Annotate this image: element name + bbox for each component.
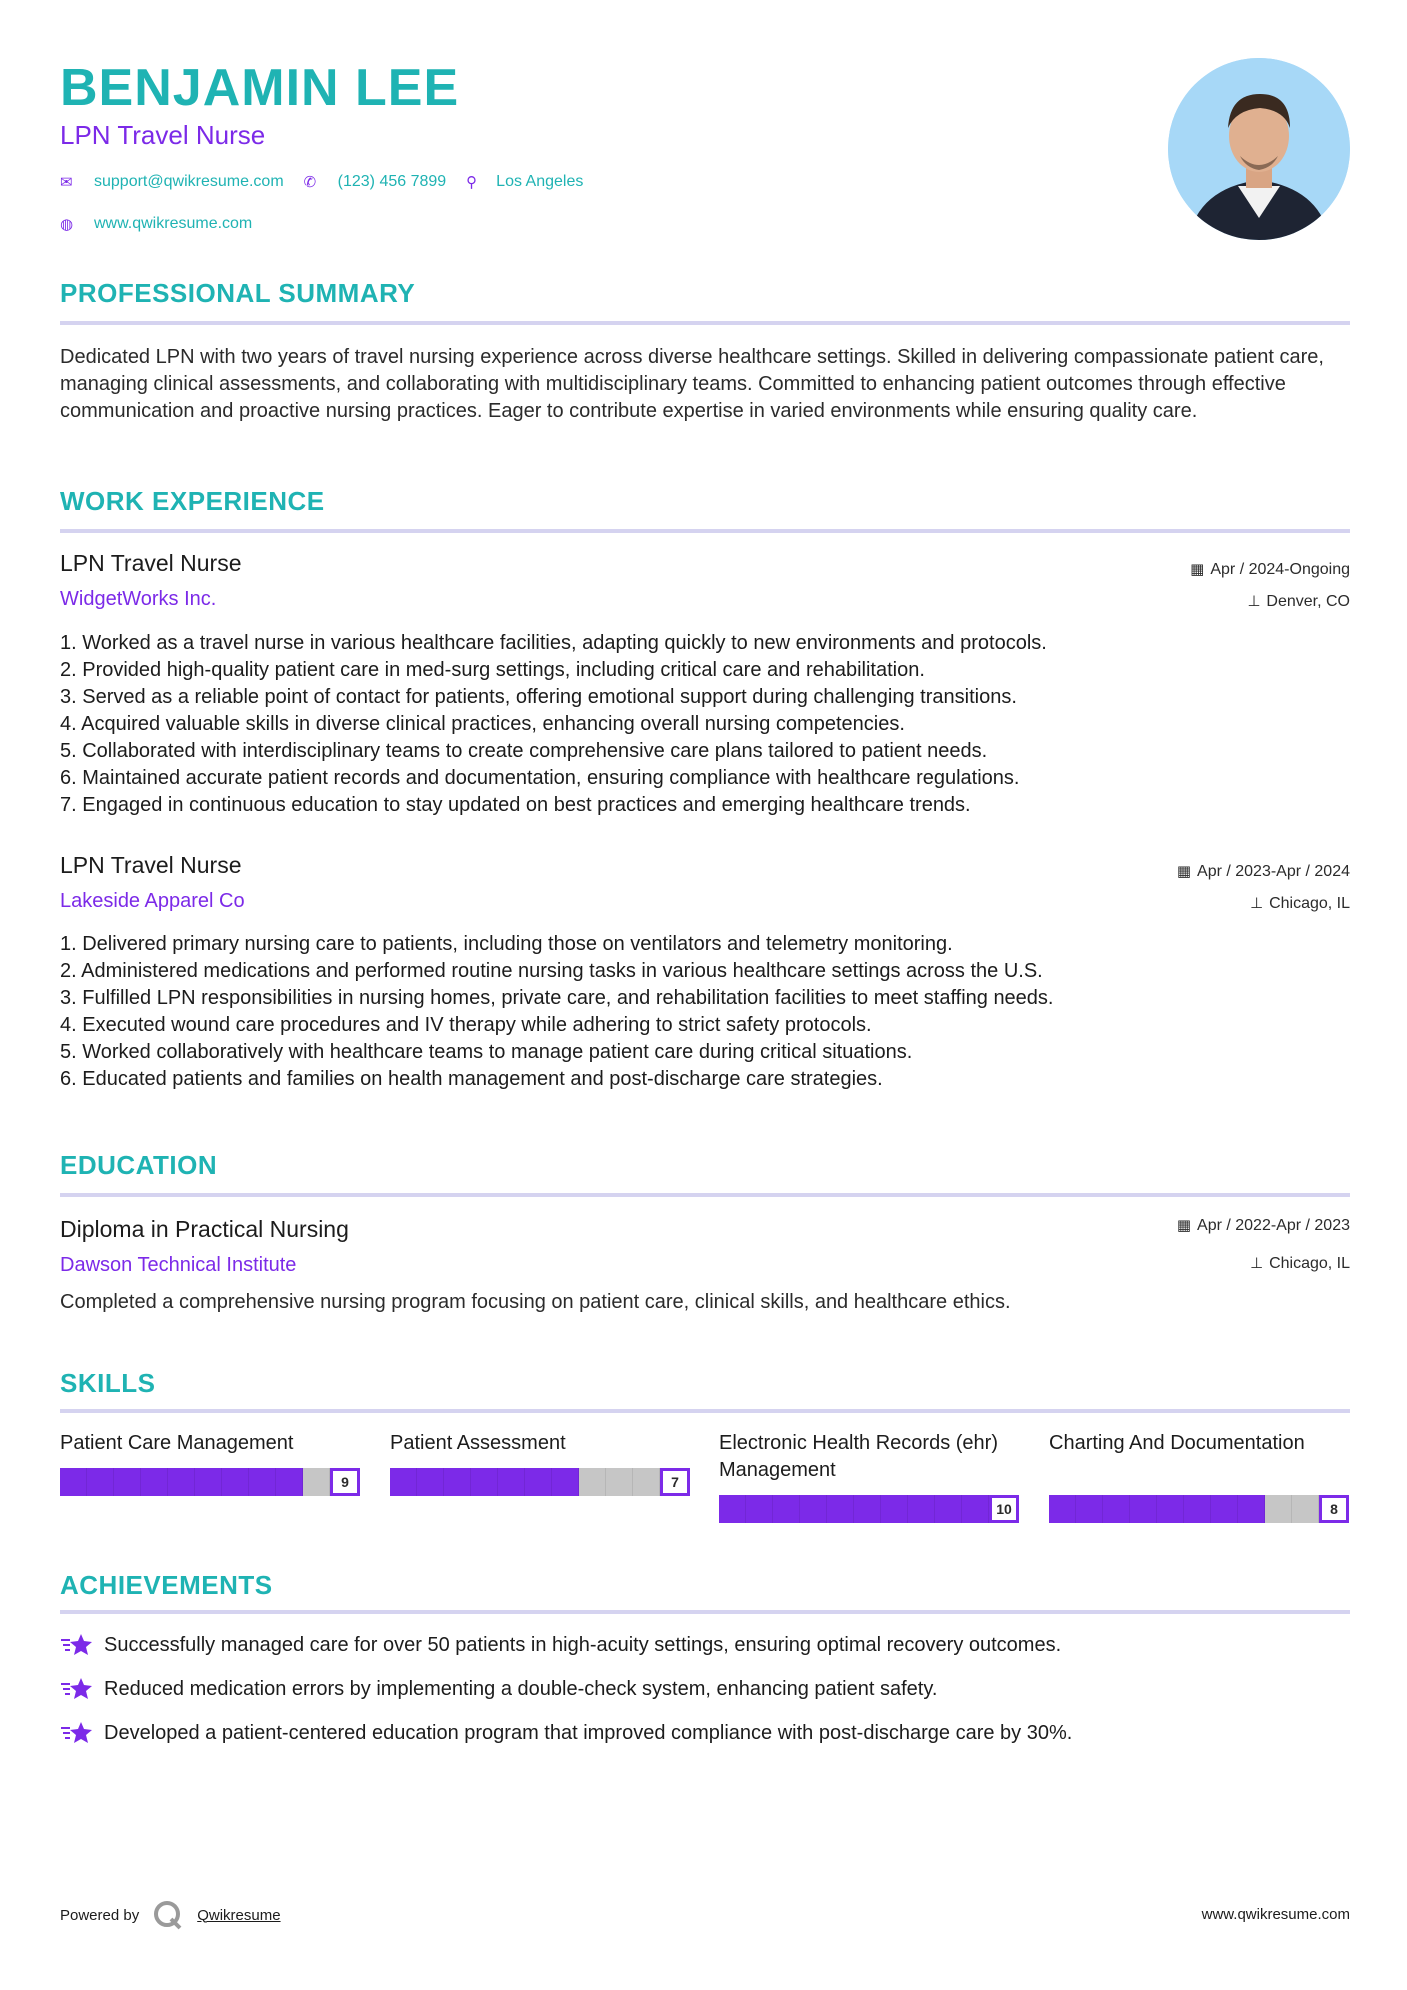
skill-item <box>390 1430 690 1490</box>
job-title: LPN Travel Nurse <box>60 550 242 576</box>
job-dates: ▦ Apr / 2024-Ongoing <box>1190 561 1350 578</box>
phone-icon: ✆ <box>303 174 317 191</box>
job-company: WidgetWorks Inc. <box>60 588 217 610</box>
pushpin-icon: ⊥ <box>1249 1255 1264 1272</box>
powered-by-label: Powered by <box>60 1906 140 1924</box>
list-item: 5. Collaborated with interdisciplinary teams to create comprehensive care plans tailored to patient needs. <box>60 740 988 762</box>
list-item: 7. Engaged in continuous education to stay updated on best practices and emerging healthcare trends. <box>60 794 971 816</box>
skill-bar-track <box>390 1468 660 1496</box>
school-name: Dawson Technical Institute <box>60 1254 297 1276</box>
achievement-text: Developed a patient-centered education program that improved compliance with post-discharge care by 30%. <box>104 1721 1073 1744</box>
footer-powered-by <box>60 1900 281 1930</box>
list-item: 2. Provided high-quality patient care in med-surg settings, including critical care and rehabilitation. <box>60 659 925 681</box>
section-divider <box>60 1610 1350 1614</box>
pushpin-icon: ⊥ <box>1247 593 1261 610</box>
skill-bar-segment <box>1157 1495 1184 1523</box>
profile-photo <box>1168 58 1350 240</box>
skill-bar-segment <box>881 1495 908 1523</box>
skill-bar-segment <box>908 1495 935 1523</box>
skill-bar-segment <box>719 1495 746 1523</box>
skill-bar-segment <box>222 1468 249 1496</box>
education-dates: ▦ Apr / 2022-Apr / 2023 <box>1176 1217 1350 1234</box>
skill-bar-segment <box>854 1495 881 1523</box>
skill-bar-track <box>719 1495 989 1523</box>
skills-title: SKILLS <box>60 1368 156 1398</box>
skill-bar-segment <box>249 1468 276 1496</box>
list-item: 4. Executed wound care procedures and IV therapy while adhering to strict safety protocols. <box>60 1014 872 1036</box>
achievement-text: Reduced medication errors by implementing a double-check system, enhancing patient safety. <box>104 1677 938 1700</box>
list-item: 3. Served as a reliable point of contact for patients, offering emotional support during challenging transitions. <box>60 686 1017 708</box>
achievement-text: Successfully managed care for over 50 patients in high-acuity settings, ensuring optimal recovery outcomes. <box>104 1633 1062 1656</box>
star-icon <box>60 1676 94 1702</box>
skill-name: Electronic Health Records (ehr) Management <box>719 1432 998 1481</box>
list-item: 3. Fulfilled LPN responsibilities in nursing homes, private care, and rehabilitation facilities to meet staffing needs. <box>60 987 1054 1009</box>
list-item: 1. Worked as a travel nurse in various healthcare facilities, adapting quickly to new environments and protocols. <box>60 632 1047 654</box>
education-title: EDUCATION <box>60 1150 218 1180</box>
list-item: 1. Delivered primary nursing care to patients, including those on ventilators and telemetry monitoring. <box>60 933 953 955</box>
skill-bar-segment <box>962 1495 989 1523</box>
skill-bar-segment <box>471 1468 498 1496</box>
email-link[interactable]: support@qwikresume.com <box>94 173 284 190</box>
skill-bar-segment <box>87 1468 114 1496</box>
skill-bar-segment <box>195 1468 222 1496</box>
section-divider <box>60 321 1350 325</box>
candidate-role: LPN Travel Nurse <box>60 120 266 150</box>
job-title: LPN Travel Nurse <box>60 852 242 878</box>
website-link[interactable]: www.qwikresume.com <box>94 215 253 232</box>
skill-bar-segment <box>525 1468 552 1496</box>
job-company: Lakeside Apparel Co <box>60 890 245 912</box>
email-icon: ✉ <box>60 174 73 191</box>
skill-bar-segment <box>417 1468 444 1496</box>
skill-bar-segment <box>1265 1495 1292 1523</box>
star-icon <box>60 1632 94 1658</box>
skill-bar-segment <box>746 1495 773 1523</box>
skill-score: 7 <box>660 1468 690 1496</box>
skill-bar-segment <box>773 1495 800 1523</box>
job-dates: ▦ Apr / 2023-Apr / 2024 <box>1176 863 1350 880</box>
skill-bar-segment <box>800 1495 827 1523</box>
globe-icon: ◍ <box>60 216 74 233</box>
skill-bar-segment <box>390 1468 417 1496</box>
phone-text: (123) 456 7899 <box>337 173 447 190</box>
skill-name: Patient Assessment <box>390 1432 566 1454</box>
skill-score: 8 <box>1319 1495 1349 1523</box>
skill-bar-segment <box>827 1495 854 1523</box>
experience-title: WORK EXPERIENCE <box>60 486 325 516</box>
footer-website-link[interactable]: www.qwikresume.com <box>1201 1906 1350 1923</box>
skill-item <box>60 1430 360 1490</box>
list-item: 6. Maintained accurate patient records and documentation, ensuring compliance with healthcare regulations. <box>60 767 1020 789</box>
skill-name: Patient Care Management <box>60 1432 294 1454</box>
calendar-icon: ▦ <box>1176 863 1192 880</box>
skill-score: 10 <box>989 1495 1019 1523</box>
summary-text: Dedicated LPN with two years of travel nursing experience across diverse healthcare settings. Skilled in delivering compassionate patient care, managing clinical assessments, and collaborating with multidisciplinary teams. Committed to enhancing patient outcomes through effective communication and proactive nursing practices. Eager to contribute expertise in varied environments while ensuring quality care. <box>60 346 1324 422</box>
list-item: 5. Worked collaboratively with healthcare teams to manage patient care during critical situations. <box>60 1041 913 1063</box>
skill-bar-segment <box>1076 1495 1103 1523</box>
skill-bar-segment <box>633 1468 660 1496</box>
contact-row-2 <box>60 215 272 233</box>
skill-bar-segment <box>935 1495 962 1523</box>
skill-bar-segment <box>498 1468 525 1496</box>
skill-item <box>719 1430 1019 1517</box>
skill-bar-segment <box>1292 1495 1319 1523</box>
location-text: Los Angeles <box>496 173 584 190</box>
skill-bar-segment <box>114 1468 141 1496</box>
star-icon <box>60 1720 94 1746</box>
section-divider <box>60 1409 1350 1413</box>
skill-bar-segment <box>1211 1495 1238 1523</box>
job-bullets <box>60 630 1350 819</box>
section-divider <box>60 529 1350 533</box>
skill-bar-segment <box>1184 1495 1211 1523</box>
skill-bar-segment <box>141 1468 168 1496</box>
location-pin-icon: ⚲ <box>466 174 478 191</box>
job-location: ⊥ Chicago, IL <box>1249 895 1350 912</box>
list-item: 6. Educated patients and families on health management and post-discharge care strategies. <box>60 1068 883 1090</box>
skill-bar-segment <box>1103 1495 1130 1523</box>
skill-bar-segment <box>168 1468 195 1496</box>
calendar-icon: ▦ <box>1176 1217 1192 1234</box>
skill-bar-segment <box>276 1468 303 1496</box>
job-location: ⊥ Denver, CO <box>1247 593 1350 610</box>
contact-row-1 <box>60 173 603 191</box>
skill-bar-track <box>60 1468 330 1496</box>
qwikresume-logo-icon <box>153 1900 183 1930</box>
candidate-name: BENJAMIN LEE <box>60 59 460 117</box>
pushpin-icon: ⊥ <box>1249 895 1264 912</box>
skill-score: 9 <box>330 1468 360 1496</box>
achievement-item <box>60 1632 1061 1658</box>
skill-bar-segment <box>1130 1495 1157 1523</box>
skill-name: Charting And Documentation <box>1049 1432 1305 1454</box>
resume-page <box>60 0 1350 1990</box>
qwikresume-link[interactable]: Qwikresume <box>197 1906 281 1924</box>
skill-bar-segment <box>1238 1495 1265 1523</box>
skill-bar <box>60 1468 360 1496</box>
skill-bar <box>390 1468 690 1496</box>
achievement-item <box>60 1676 937 1702</box>
summary-title: PROFESSIONAL SUMMARY <box>60 278 416 308</box>
job-bullets <box>60 931 1350 1093</box>
skill-bar-segment <box>444 1468 471 1496</box>
skill-bar-segment <box>60 1468 87 1496</box>
list-item: 2. Administered medications and performed routine nursing tasks in various healthcare settings across the U.S. <box>60 960 1043 982</box>
education-description: Completed a comprehensive nursing program focusing on patient care, clinical skills, and healthcare ethics. <box>60 1291 1011 1313</box>
skill-bar-segment <box>579 1468 606 1496</box>
list-item: 4. Acquired valuable skills in diverse clinical practices, enhancing overall nursing competencies. <box>60 713 905 735</box>
skill-bar-segment <box>1049 1495 1076 1523</box>
section-divider <box>60 1193 1350 1197</box>
calendar-icon: ▦ <box>1190 561 1205 578</box>
skill-bar <box>1049 1495 1349 1523</box>
skill-item <box>1049 1430 1349 1517</box>
skill-bar-track <box>1049 1495 1319 1523</box>
achievements-title: ACHIEVEMENTS <box>60 1570 273 1600</box>
achievement-item <box>60 1720 1072 1746</box>
education-location: ⊥ Chicago, IL <box>1249 1255 1350 1272</box>
degree-title: Diploma in Practical Nursing <box>60 1216 349 1242</box>
skill-bar-segment <box>303 1468 330 1496</box>
skill-bar <box>719 1495 1019 1523</box>
skill-bar-segment <box>552 1468 579 1496</box>
skill-bar-segment <box>606 1468 633 1496</box>
